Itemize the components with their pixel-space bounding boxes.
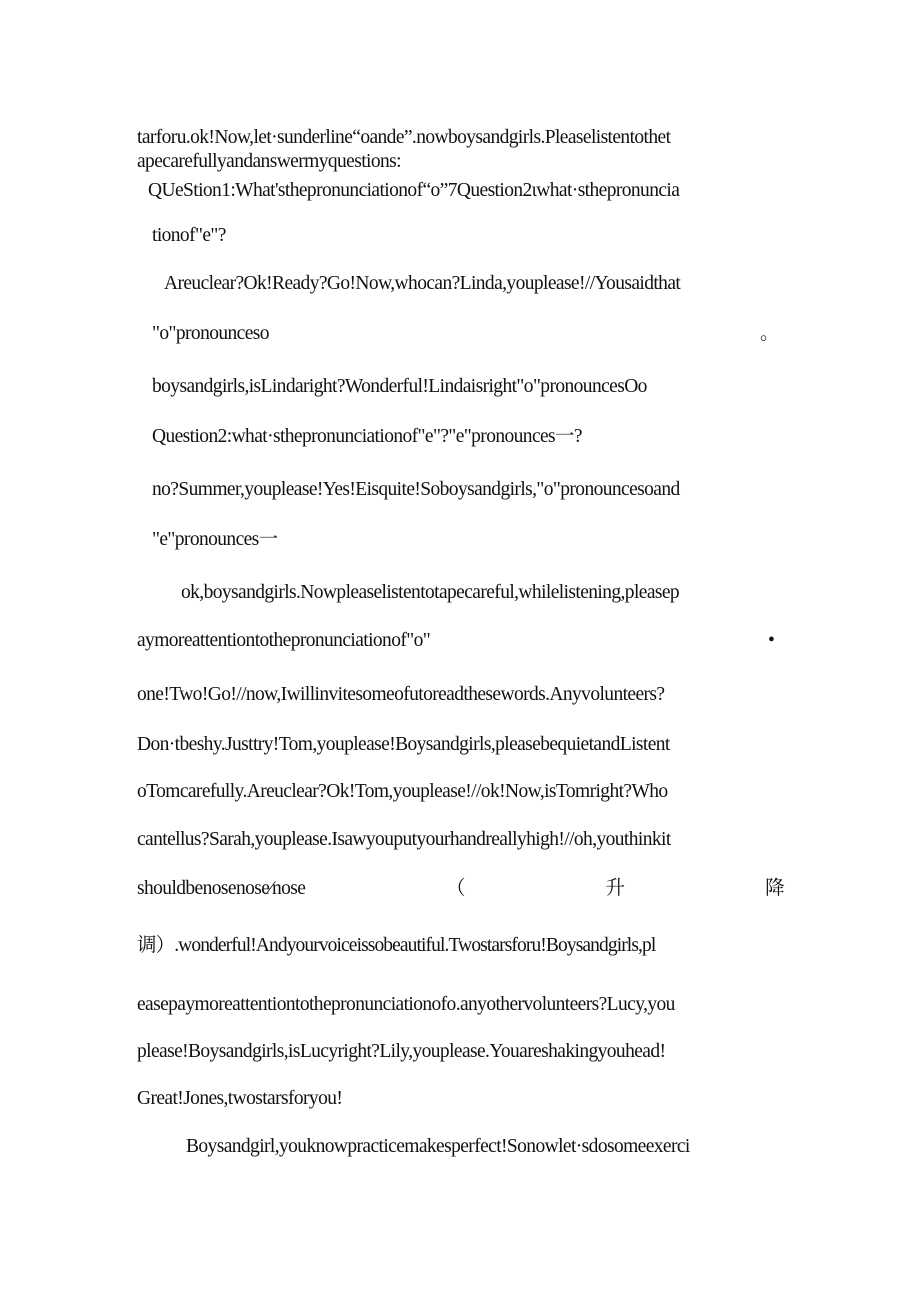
text-line: ok,boysandgirls.Nowpleaselistentotapecareful,whilelistening,pleasep <box>181 582 680 603</box>
text-line: Great!Jones,twostarsforyou! <box>137 1088 343 1109</box>
text-line: no?Summer,youplease!Yes!Eisquite!Soboysandgirls,"o"pronouncesoand <box>152 479 680 500</box>
text-line: one!Two!Go!//now,Iwillinvitesomeofutoreadthesewords.Anyvolunteers? <box>137 684 665 705</box>
text-line-justified <box>137 877 784 901</box>
text-line: apecarefullyandanswermyquestions: <box>137 151 401 172</box>
text-line: easepaymoreattentiontothepronunciationofo.anyothervolunteers?Lucy,you <box>137 994 675 1015</box>
text-line: tionof"e"? <box>152 225 226 246</box>
text-line: tarforu.ok!Now,let·sunderline“oande”.nowboysandgirls.Pleaselistentothet <box>137 127 671 148</box>
text-span: （ <box>445 878 465 899</box>
text-span: 升 <box>605 878 625 899</box>
text-line: Question2:what·sthepronunciationof"e"?"e"pronounces一? <box>152 426 582 447</box>
text-line: oTomcarefully.Areuclear?Ok!Tom,youplease!//ok!Now,isTomright?Who <box>137 781 668 802</box>
text-line: "e"pronounces一 <box>152 529 278 550</box>
text-line: please!Boysandgirls,isLucyright?Lily,youplease.Youareshakingyouhead! <box>137 1041 666 1062</box>
text-line: Areuclear?Ok!Ready?Go!Now,whocan?Linda,youplease!//Yousaidthat <box>164 273 681 294</box>
text-line: • <box>768 630 775 651</box>
text-line: boysandgirls,isLindaright?Wonderful!Lindaisright"o"pronouncesOo <box>152 376 647 397</box>
text-line: cantellus?Sarah,youplease.Isawyouputyourhandreallyhigh!//oh,youthinkit <box>137 829 671 850</box>
text-line: 。 <box>760 323 779 344</box>
text-span: 降 <box>765 878 784 899</box>
text-line: Don·tbeshy.Justtry!Tom,youplease!Boysandgirls,pleasebequietandListent <box>137 734 670 755</box>
text-line: QUeStion1:What'sthepronunciationof“o”7Question2ιwhat·sthepronuncia <box>148 180 680 201</box>
text-line: aymoreattentiontothepronunciationof"o" <box>137 630 431 651</box>
text-span: shouldbenosenose∕nose <box>137 878 306 899</box>
text-line: Boysandgirl,youknowpracticemakesperfect!Sonowlet·sdosomeexerci <box>186 1136 690 1157</box>
text-line: 调）.wonderful!Andyourvoiceissobeautiful.Twostarsforu!Boysandgirls,pl <box>137 935 656 956</box>
text-line: "o"pronounceso <box>152 323 269 344</box>
